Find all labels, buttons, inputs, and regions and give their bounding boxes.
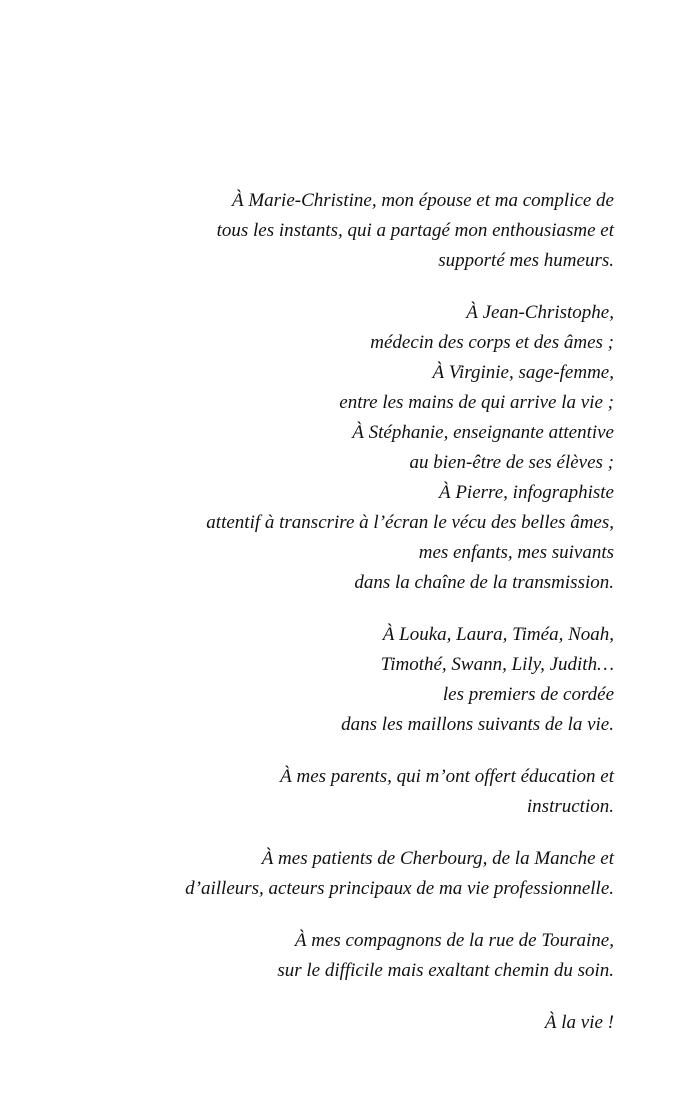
dedication-text <box>14 186 614 1060</box>
dedication-stanza-spouse <box>14 186 614 276</box>
dedication-line: instruction. <box>526 796 614 817</box>
dedication-line: attentif à transcrire à l’écran le vécu des belles âmes, <box>206 512 614 533</box>
dedication-line: supporté mes humeurs. <box>438 250 614 271</box>
dedication-line: les premiers de cordée <box>442 684 614 705</box>
dedication-line: À Jean-Christophe, <box>466 302 614 323</box>
dedication-line: entre les mains de qui arrive la vie ; <box>339 392 614 413</box>
dedication-line: dans les maillons suivants de la vie. <box>341 714 614 735</box>
dedication-line: dans la chaîne de la transmission. <box>354 572 614 593</box>
dedication-line: À mes parents, qui m’ont offert éducation et <box>280 766 614 787</box>
dedication-line: À la vie ! <box>544 1012 614 1033</box>
dedication-line: À Pierre, infographiste <box>438 482 614 503</box>
dedication-line: À Marie-Christine, mon épouse et ma complice de <box>231 190 614 211</box>
dedication-stanza-grandchildren <box>14 620 614 740</box>
dedication-line: À Virginie, sage-femme, <box>432 362 614 383</box>
dedication-stanza-children <box>14 298 614 598</box>
dedication-stanza-parents <box>14 762 614 822</box>
dedication-line: au bien-être de ses élèves ; <box>409 452 614 473</box>
dedication-line: mes enfants, mes suivants <box>418 542 614 563</box>
dedication-line: À mes patients de Cherbourg, de la Manche et <box>261 848 614 869</box>
dedication-line: Timothé, Swann, Lily, Judith… <box>380 654 614 675</box>
dedication-line: médecin des corps et des âmes ; <box>370 332 614 353</box>
dedication-line: d’ailleurs, acteurs principaux de ma vie professionnelle. <box>185 878 614 899</box>
dedication-line: tous les instants, qui a partagé mon enthousiasme et <box>216 220 614 241</box>
dedication-stanza-colleagues <box>14 926 614 986</box>
dedication-line: À Louka, Laura, Timéa, Noah, <box>382 624 614 645</box>
dedication-line: sur le difficile mais exaltant chemin du soin. <box>277 960 614 981</box>
dedication-stanza-life <box>14 1008 614 1038</box>
dedication-line: À mes compagnons de la rue de Touraine, <box>294 930 614 951</box>
dedication-line: À Stéphanie, enseignante attentive <box>352 422 614 443</box>
dedication-stanza-patients <box>14 844 614 904</box>
